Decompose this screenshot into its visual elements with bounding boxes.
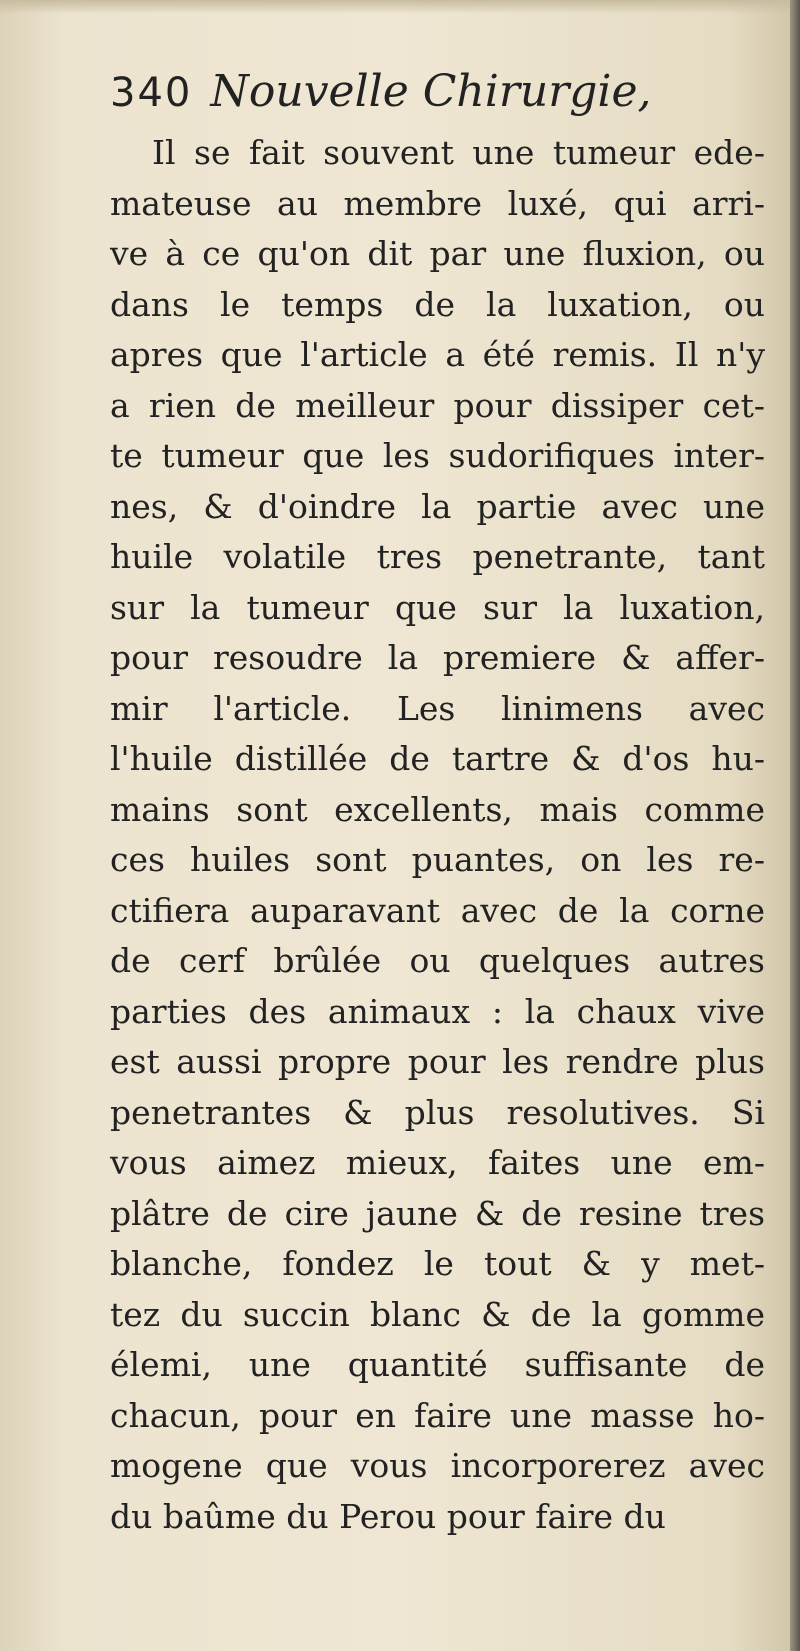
text-line: huile volatile tres penetrante, tant [110, 537, 765, 576]
text-line: de cerf brûlée ou quelques autres [110, 941, 765, 980]
text-line: mateuse au membre luxé, qui arri- [110, 183, 765, 223]
text-line: mains sont excellents, mais comme [110, 789, 765, 829]
text-line: te tumeur que les sudorifiques inter- [110, 436, 765, 475]
text-line: du baûme du Perou pour faire du [110, 1496, 666, 1536]
page-header [110, 66, 750, 117]
text-line: tez du succin blanc & de la gomme [110, 1294, 765, 1334]
text-line: penetrantes & plus resolutives. Si [110, 1092, 765, 1132]
text-line: ctifiera auparavant avec de la corne [110, 890, 765, 930]
text-line: ve à ce qu'on dit par une fluxion, ou [110, 234, 765, 273]
text-line: a rien de meilleur pour dissiper cet- [110, 385, 765, 425]
text-line: élemi, une quantité suffisante de [110, 1345, 765, 1384]
text-line: chacun, pour en faire une masse ho- [110, 1395, 765, 1435]
text-line: sur la tumeur que sur la luxation, [110, 587, 765, 627]
text-line: blanche, fondez le tout & y met- [110, 1244, 765, 1283]
page-edge-shadow [790, 0, 800, 1651]
text-line: Il se fait souvent une tumeur ede- [152, 133, 765, 172]
text-line: apres que l'article a été remis. Il n'y [110, 335, 765, 374]
text-line: dans le temps de la luxation, ou [110, 284, 765, 324]
page-top-shadow [0, 0, 790, 14]
text-line: parties des animaux : la chaux vive [110, 991, 765, 1031]
text-line: est aussi propre pour les rendre plus [110, 1042, 765, 1081]
text-line: ces huiles sont puantes, on les re- [110, 840, 765, 879]
running-head: Nouvelle Chirurgie, [210, 66, 652, 117]
text-line: mir l'article. Les linimens avec [110, 688, 765, 728]
text-line: plâtre de cire jaune & de resine tres [110, 1193, 765, 1233]
text-line: mogene que vous incorporerez avec [110, 1446, 765, 1485]
body-text [110, 128, 765, 1542]
text-line: pour resoudre la premiere & affer- [110, 638, 765, 677]
text-line: nes, & d'oindre la partie avec une [110, 486, 765, 526]
page-number: 340 [110, 70, 193, 116]
text-line: l'huile distillée de tartre & d'os hu- [110, 739, 765, 778]
text-line: vous aimez mieux, faites une em- [110, 1143, 765, 1182]
